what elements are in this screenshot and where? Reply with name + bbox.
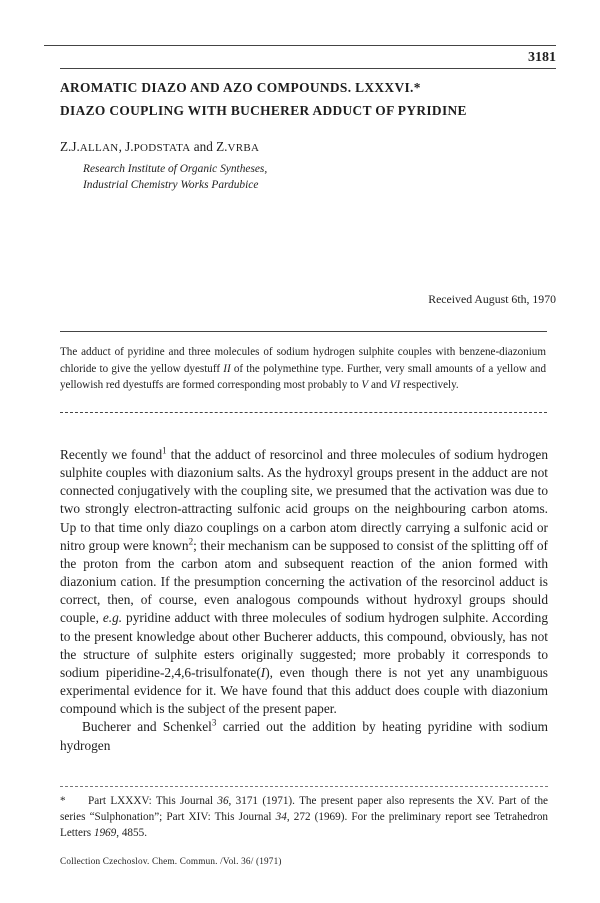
abstract: The adduct of pyridine and three molecules of sodium hydrogen sulphite couples with benzene-diazonium chloride to give the yellow dyestuff II of the polymethine type. Further, very small amounts of a yellow and yellowish red dyestuffs are formed corresponding most probably to V and VI respectively.	[60, 346, 546, 392]
author-2-initials: J.	[125, 139, 134, 154]
author-2-surname: PODSTATA	[133, 142, 191, 154]
abstract-bottom-rule	[60, 412, 547, 413]
author-1-surname: ALLAN	[79, 142, 119, 154]
author-3-initials: Z.	[216, 139, 228, 154]
footnote-separator	[60, 786, 548, 787]
body-paragraph-2: Bucherer and Schenkel$^3$ carried out the addition by heating pyridine with sodium hydrogen	[60, 717, 549, 753]
affiliation-line-1: Research Institute of Organic Syntheses,	[83, 163, 268, 175]
page-number: 3181	[528, 50, 556, 65]
author-separator: ,	[118, 139, 126, 154]
affiliation-line-2: Industrial Chemistry Works Pardubice	[83, 179, 259, 191]
received-date: Received August 6th, 1970	[428, 292, 556, 306]
author-separator: and	[190, 139, 217, 154]
body-text	[60, 446, 548, 755]
footnote: * Part LXXXV: This Journal 36, 3171 (1971). The present paper also represents the XV. Part of the series “Sulphonation”; Part XIV: This Journal 34, 272 (1969). For the preliminary report see Tetrahedron Letters 1969, 4855.	[60, 795, 549, 839]
header-underline-rule	[60, 68, 556, 69]
paper-title-line-2: DIAZO COUPLING WITH BUCHERER ADDUCT OF PYRIDINE	[60, 103, 467, 118]
footnote-mark: *	[60, 795, 66, 807]
author-list	[60, 139, 259, 155]
journal-footer: Collection Czechoslov. Chem. Commun. /Vol. 36/ (1971)	[60, 856, 282, 866]
author-3-surname: VRBA	[227, 142, 260, 154]
body-paragraph-1: Recently we found$^1$ that the adduct of resorcinol and three molecules of sodium hydrogen sulphite couples with diazonium salts. As the hydroxyl groups present in the adduct are not connected conjugatively with the coupling site, we presumed that the activation was due to two strongly electron-attracting sulfonic acid groups on the neighbouring carbon atoms. Up to that time only diazo couplings on a carbon atom directly carrying a sulfonic acid or nitro group were known$^2$; their mechanism can be supposed to consist of the splitting off of the proton from the carbon atom and subsequent reaction of the anion formed with diazonium cation. If the presumption concerning the activation of the resorcinol adduct is correct, then, of course, even analogous compounds without hydroxyl groups should couple, e.g. pyridine adduct with three molecules of sodium hydrogen sulphite. According to the present knowledge about other Bucherer adducts, this compound, obviously, has not the structure of sulphite esters originally suggested; more probably it corresponds to sodium piperidine-2,4,6-trisulfonate(I), even though there is not yet any unambiguous experimental evidence for it. We have found that this adduct does couple with diazonium compound which is the subject of the present paper.	[60, 445, 548, 717]
paper-title-line-1: AROMATIC DIAZO AND AZO COMPOUNDS. LXXXVI.*	[60, 80, 421, 95]
abstract-top-rule	[60, 331, 547, 332]
author-1-initials: Z.J.	[60, 139, 80, 154]
header-rule	[44, 45, 556, 46]
